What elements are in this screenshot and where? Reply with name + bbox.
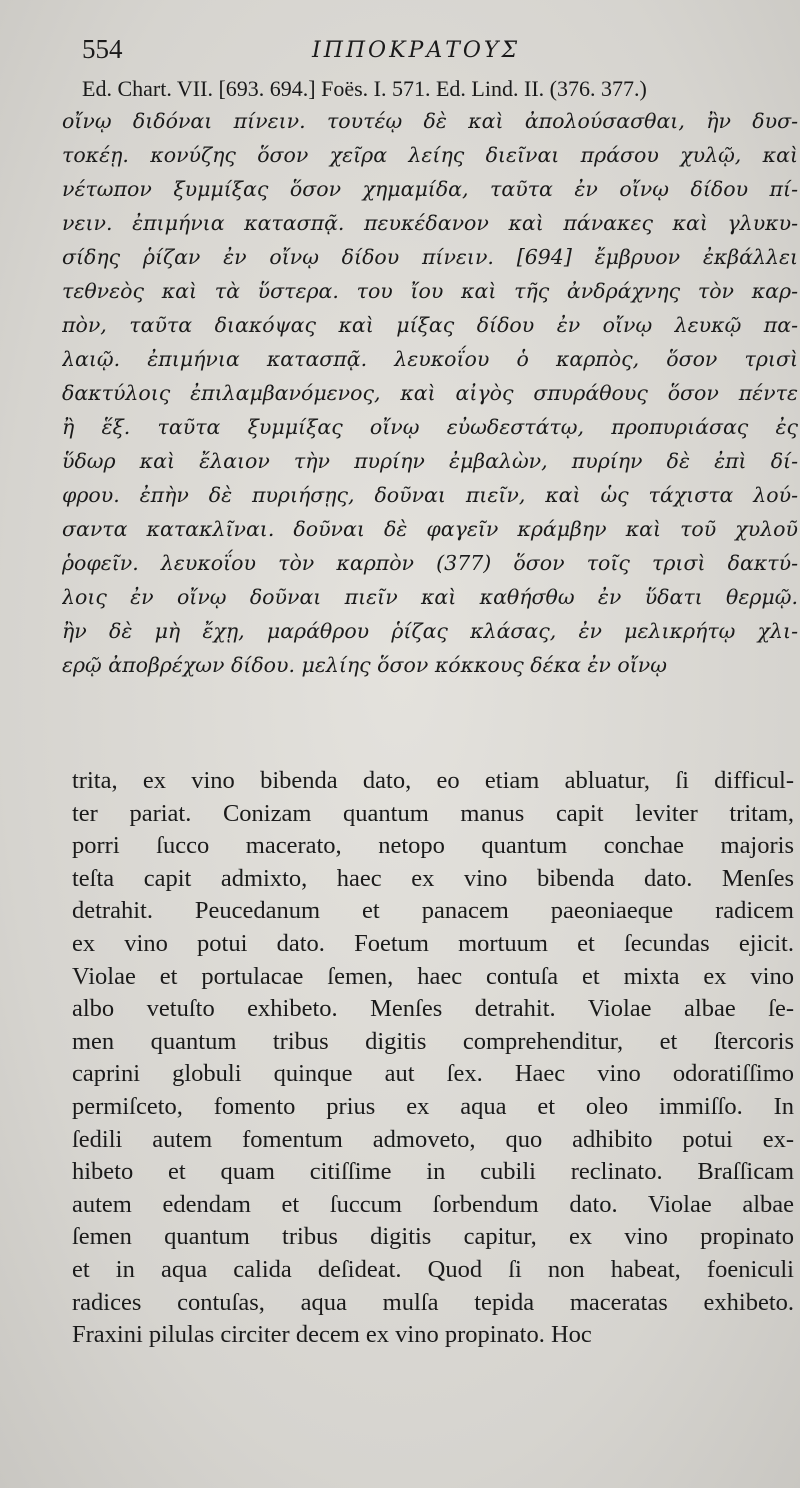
- greek-line: ερῷ ἀποβρέχων δίδου. μελίης ὅσον κόκκους δέκα ἐν οἴνῳ: [62, 653, 667, 677]
- greek-line: λοις ἐν οἴνῳ δοῦναι πιεῖν καὶ καθήσθω ἐν ὕδατι θερμῷ.: [62, 585, 798, 609]
- latin-line: ex vino potui dato. Foetum mortuum et ſecundas ejicit.: [72, 929, 794, 957]
- greek-line: δακτύλοις ἐπιλαμβανόμενος, καὶ αἰγὸς σπυράθους ὅσον πέντε: [62, 381, 798, 405]
- latin-line: ſedili autem fomentum admoveto, quo adhibito potui ex-: [72, 1125, 794, 1153]
- page-header: [82, 34, 740, 74]
- greek-line: τεθνεὸς καὶ τὰ ὕστερα. του ἴου καὶ τῆς ἀνδράχνης τὸν καρ-: [62, 279, 798, 303]
- greek-text-block: [62, 104, 798, 682]
- greek-line: σίδης ῥίζαν ἐν οἴνῳ δίδου πίνειν. [694] ἔμβρυον ἐκβάλλει: [62, 245, 798, 269]
- latin-line: hibeto et quam citiſſime in cubili reclinato. Braſſicam: [72, 1158, 794, 1186]
- latin-line: Violae et portulacae ſemen, haec contuſa et mixta ex vino: [72, 962, 794, 990]
- latin-line: radices contuſas, aqua mulſa tepida maceratas exhibeto.: [72, 1288, 794, 1316]
- running-head: ΙΠΠΟΚΡΑΤΟΥΣ: [312, 38, 521, 63]
- latin-line: albo vetuſto exhibeto. Menſes detrahit. Violae albae ſe-: [72, 995, 794, 1023]
- latin-line: teſta capit admixto, haec ex vino bibenda dato. Menſes: [72, 864, 794, 892]
- page-number: 554: [82, 34, 123, 64]
- greek-line: σαντα κατακλῖναι. δοῦναι δὲ φαγεῖν κράμβην καὶ τοῦ χυλοῦ: [62, 517, 798, 541]
- latin-line: Fraxini pilulas circiter decem ex vino propinato. Hoc: [72, 1321, 592, 1349]
- latin-line: men quantum tribus digitis comprehenditur, et ſtercoris: [72, 1027, 794, 1055]
- latin-line: caprini globuli quinque aut ſex. Haec vino odoratiſſimo: [72, 1060, 794, 1088]
- greek-line: ἢ ἕξ. ταῦτα ξυμμίξας οἴνῳ εὐωδεστάτῳ, προπυριάσας ἐς: [62, 415, 798, 439]
- latin-line: trita, ex vino bibenda dato, eo etiam abluatur, ſi difficul-: [72, 767, 794, 794]
- greek-line: οἴνῳ διδόναι πίνειν. τουτέῳ δὲ καὶ ἀπολούσασθαι, ἢν δυσ-: [62, 109, 798, 133]
- greek-line: ῥοφεῖν. λευκοΐου τὸν καρπὸν (377) ὅσον τοῖς τρισὶ δακτύ-: [62, 551, 798, 575]
- latin-line: detrahit. Peucedanum et panacem paeoniaeque radicem: [72, 897, 794, 925]
- greek-line: νειν. ἐπιμήνια κατασπᾷ. πευκέδανον καὶ πάνακες καὶ γλυκυ-: [62, 211, 798, 235]
- greek-line: νέτωπον ξυμμίξας ὅσον χημαμίδα, ταῦτα ἐν οἴνῳ δίδου πί-: [62, 177, 798, 201]
- greek-line: λαιῷ. ἐπιμήνια κατασπᾷ. λευκοΐου ὁ καρπὸς, ὅσον τρισὶ: [62, 347, 798, 371]
- greek-line: ὕδωρ καὶ ἔλαιον τὴν πυρίην ἐμβαλὼν, πυρίην δὲ ἐπὶ δί-: [62, 449, 798, 473]
- latin-line: porri ſucco macerato, netopo quantum conchae majoris: [72, 832, 794, 860]
- latin-line: permiſceto, fomento prius ex aqua et oleo immiſſo. In: [72, 1092, 794, 1120]
- latin-line: ter pariat. Conizam quantum manus capit leviter tritam,: [72, 799, 794, 827]
- edition-reference: Ed. Chart. VII. [693. 694.] Foës. I. 571. Ed. Lind. II. (376. 377.): [82, 76, 647, 101]
- latin-line: ſemen quantum tribus digitis capitur, ex vino propinato: [72, 1223, 794, 1251]
- latin-line: autem edendam et ſuccum ſorbendum dato. Violae albae: [72, 1190, 794, 1218]
- greek-line: φρου. ἐπὴν δὲ πυριήσῃς, δοῦναι πιεῖν, καὶ ὡς τάχιστα λού-: [62, 483, 798, 507]
- latin-text-block: [72, 765, 794, 1352]
- greek-line: ἢν δὲ μὴ ἔχῃ, μαράθρου ῥίζας κλάσας, ἐν μελικρήτῳ χλι-: [62, 619, 798, 643]
- greek-line: τοκέῃ. κονύζης ὅσον χεῖρα λείης διεῖναι πράσου χυλῷ, καὶ: [62, 143, 798, 167]
- latin-line: et in aqua calida deſideat. Quod ſi non habeat, foeniculi: [72, 1255, 794, 1283]
- greek-line: πὸν, ταῦτα διακόψας καὶ μίξας δίδου ἐν οἴνῳ λευκῷ πα-: [62, 313, 798, 337]
